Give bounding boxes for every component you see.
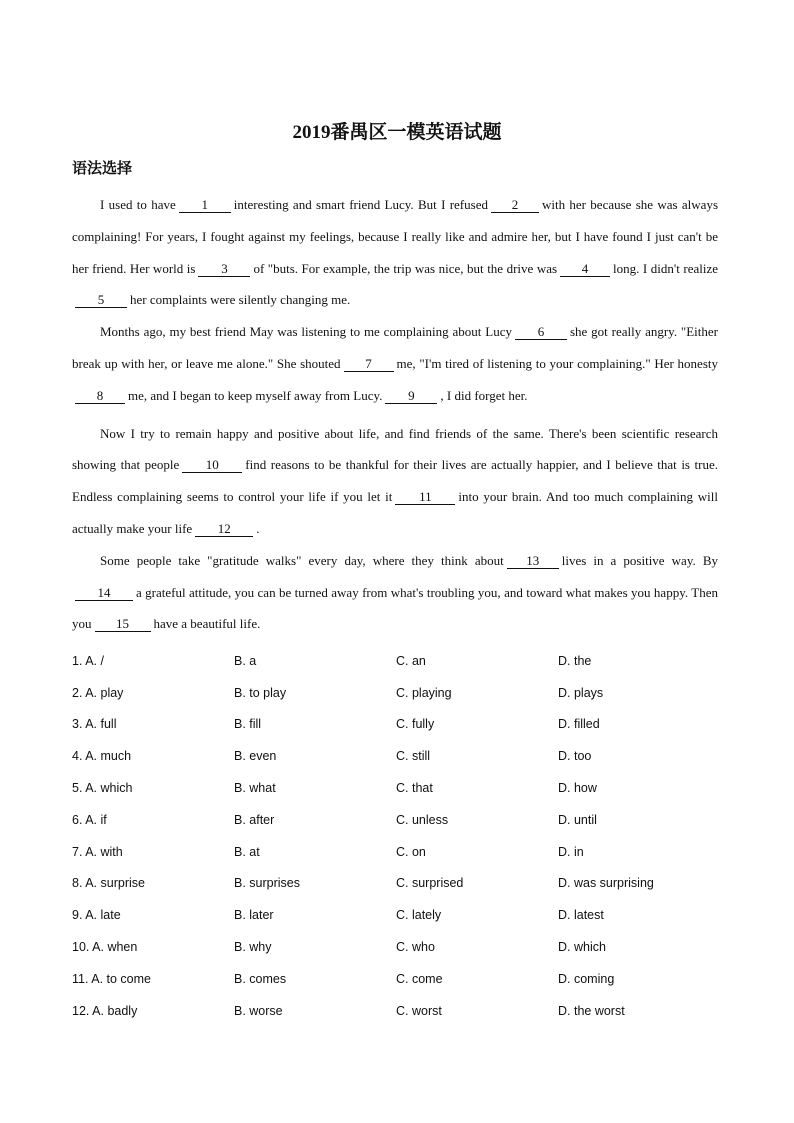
- option-text: D. plays: [558, 685, 604, 700]
- passage-text: have a beautiful life.: [153, 616, 261, 632]
- passage-paragraph: [72, 316, 718, 411]
- blank-11[interactable]: 11: [395, 490, 455, 505]
- blank-13[interactable]: 13: [507, 554, 559, 569]
- passage-text: of "buts. For example, the trip was nice, but the drive was: [253, 260, 558, 276]
- option-c[interactable]: [396, 686, 558, 700]
- option-a[interactable]: [72, 972, 234, 986]
- blank-9[interactable]: 9: [385, 389, 437, 404]
- option-text: B. what: [234, 781, 276, 796]
- question-row: [72, 963, 732, 995]
- option-text: A. which: [85, 781, 133, 796]
- option-d[interactable]: [558, 717, 720, 731]
- option-text: D. coming: [558, 971, 615, 986]
- passage-text: long. I didn't realize: [613, 260, 718, 276]
- option-text: D. how: [558, 781, 597, 796]
- option-d[interactable]: [558, 1004, 720, 1018]
- option-text: C. who: [396, 940, 435, 955]
- option-text: B. why: [234, 940, 272, 955]
- option-text: B. at: [234, 844, 260, 859]
- option-text: D. until: [558, 812, 597, 827]
- option-a[interactable]: [72, 845, 234, 859]
- option-text: A. if: [85, 812, 107, 827]
- option-text: B. comes: [234, 971, 287, 986]
- passage-paragraph: [72, 545, 718, 640]
- option-b[interactable]: [234, 876, 396, 890]
- option-c[interactable]: [396, 749, 558, 763]
- option-text: D. was surprising: [558, 876, 654, 891]
- option-text: D. latest: [558, 908, 604, 923]
- option-text: A. when: [92, 940, 138, 955]
- question-number: 4.: [72, 749, 86, 764]
- option-text: B. fill: [234, 717, 262, 732]
- question-row: [72, 804, 732, 836]
- option-text: C. come: [396, 971, 443, 986]
- option-a[interactable]: [72, 686, 234, 700]
- question-number: 2.: [72, 685, 86, 700]
- option-a[interactable]: [72, 654, 234, 668]
- option-c[interactable]: [396, 654, 558, 668]
- question-row: [72, 709, 732, 741]
- blank-1[interactable]: 1: [179, 198, 231, 213]
- passage: [72, 189, 718, 640]
- passage-text: she got really angry. "Either break up with her, or leave me alone." She shouted: [72, 324, 719, 371]
- option-d[interactable]: [558, 972, 720, 986]
- blank-4[interactable]: 4: [560, 262, 610, 277]
- blank-14[interactable]: 14: [75, 586, 133, 601]
- question-row: [72, 995, 732, 1027]
- question-number: 3.: [72, 717, 86, 732]
- passage-text: me, and I began to keep myself away from Lucy.: [128, 387, 383, 403]
- option-text: A. badly: [92, 1003, 138, 1018]
- question-number: 1.: [72, 653, 86, 668]
- question-row: [72, 899, 732, 931]
- option-d[interactable]: [558, 845, 720, 859]
- option-c[interactable]: [396, 908, 558, 922]
- option-text: D. the: [558, 653, 592, 668]
- passage-text: .: [256, 520, 260, 536]
- option-text: C. on: [396, 844, 426, 859]
- option-text: B. later: [234, 908, 274, 923]
- section-heading: 语法选择: [72, 159, 133, 177]
- option-a[interactable]: [72, 1004, 234, 1018]
- option-text: C. unless: [396, 812, 449, 827]
- option-c[interactable]: [396, 813, 558, 827]
- blank-12[interactable]: 12: [195, 522, 253, 537]
- option-b[interactable]: [234, 813, 396, 827]
- option-b[interactable]: [234, 972, 396, 986]
- option-a[interactable]: [72, 781, 234, 795]
- option-text: A. with: [85, 844, 123, 859]
- option-b[interactable]: [234, 749, 396, 763]
- option-c[interactable]: [396, 781, 558, 795]
- passage-text: , I did forget her.: [440, 387, 528, 403]
- question-number: 8.: [72, 876, 86, 891]
- question-row: [72, 836, 732, 868]
- passage-text: me, "I'm tired of listening to your complaining." Her honesty: [396, 355, 718, 371]
- blank-6[interactable]: 6: [515, 325, 567, 340]
- option-d[interactable]: [558, 908, 720, 922]
- option-c[interactable]: [396, 1004, 558, 1018]
- option-text: A. /: [85, 653, 104, 668]
- option-c[interactable]: [396, 972, 558, 986]
- option-text: A. much: [85, 749, 132, 764]
- blank-15[interactable]: 15: [95, 617, 151, 632]
- option-text: B. surprises: [234, 876, 300, 891]
- option-c[interactable]: [396, 845, 558, 859]
- passage-text: Months ago, my best friend May was listening to me complaining about Lucy: [100, 324, 512, 340]
- option-b[interactable]: [234, 845, 396, 859]
- option-text: A. late: [85, 908, 121, 923]
- option-d[interactable]: [558, 813, 720, 827]
- passage-text: a grateful attitude, you can be turned away from what's troubling you, and toward what makes you happy. Then you: [72, 584, 718, 632]
- passage-text: into your brain. And too much complaining will actually make your life: [72, 489, 718, 536]
- option-text: C. lately: [396, 908, 442, 923]
- option-text: B. to play: [234, 685, 287, 700]
- question-row: [72, 772, 732, 804]
- passage-text: Now I try to remain happy and positive about life, and find friends of the same. There's been scientific research showing that people: [72, 425, 718, 473]
- option-text: B. worse: [234, 1003, 283, 1018]
- option-b[interactable]: [234, 717, 396, 731]
- option-b[interactable]: [234, 908, 396, 922]
- option-b[interactable]: [234, 781, 396, 795]
- option-d[interactable]: [558, 749, 720, 763]
- option-text: D. filled: [558, 717, 600, 732]
- option-text: B. a: [234, 653, 257, 668]
- option-d[interactable]: [558, 781, 720, 795]
- passage-paragraph: [72, 189, 718, 316]
- passage-text: interesting and smart friend Lucy. But I refused: [233, 197, 488, 212]
- option-d[interactable]: [558, 876, 720, 890]
- passage-text: her complaints were silently changing me.: [130, 292, 351, 308]
- page-title: 2019番禺区一模英语试题: [292, 122, 502, 143]
- option-text: D. which: [558, 940, 606, 955]
- question-row: [72, 868, 732, 900]
- question-number: 5.: [72, 781, 86, 796]
- option-text: A. surprise: [85, 876, 145, 891]
- option-text: A. full: [85, 717, 117, 732]
- option-a[interactable]: [72, 749, 234, 763]
- question-row: [72, 931, 732, 963]
- option-text: C. an: [396, 653, 426, 668]
- question-row: [72, 677, 732, 709]
- option-text: C. playing: [396, 685, 452, 700]
- blank-7[interactable]: 7: [344, 357, 394, 372]
- option-text: C. surprised: [396, 876, 464, 891]
- passage-text: I used to have: [100, 197, 176, 212]
- option-d[interactable]: [558, 686, 720, 700]
- blank-3[interactable]: 3: [198, 262, 250, 277]
- option-d[interactable]: [558, 654, 720, 668]
- question-row: [72, 645, 732, 677]
- option-b[interactable]: [234, 686, 396, 700]
- option-b[interactable]: [234, 1004, 396, 1018]
- question-row: [72, 740, 732, 772]
- option-a[interactable]: [72, 908, 234, 922]
- option-text: D. too: [558, 749, 592, 764]
- blank-8[interactable]: 8: [75, 389, 125, 404]
- question-number: 9.: [72, 908, 86, 923]
- option-a[interactable]: [72, 717, 234, 731]
- option-text: D. the worst: [558, 1003, 625, 1018]
- options-list: [72, 645, 732, 1027]
- option-text: A. to come: [91, 971, 151, 986]
- option-b[interactable]: [234, 940, 396, 954]
- option-b[interactable]: [234, 654, 396, 668]
- question-number: 6.: [72, 812, 86, 827]
- option-c[interactable]: [396, 876, 558, 890]
- option-text: A. play: [85, 685, 124, 700]
- question-number: 7.: [72, 844, 86, 859]
- passage-text: Some people take "gratitude walks" every day, where they think about: [100, 552, 504, 568]
- question-number: 12.: [72, 1003, 93, 1018]
- option-text: B. after: [234, 812, 275, 827]
- option-text: B. even: [234, 749, 277, 764]
- option-a[interactable]: [72, 876, 234, 890]
- passage-text: find reasons to be thankful for their lives are actually happier, and I believe that is true. Endless complaining seems to control your life if you let it: [72, 457, 718, 505]
- blank-2[interactable]: 2: [491, 198, 539, 213]
- question-number: 10.: [72, 940, 93, 955]
- passage-paragraph: [72, 418, 718, 545]
- option-a[interactable]: [72, 940, 234, 954]
- option-text: C. that: [396, 781, 433, 796]
- option-a[interactable]: [72, 813, 234, 827]
- passage-text: lives in a positive way. By: [561, 552, 718, 568]
- option-c[interactable]: [396, 940, 558, 954]
- blank-5[interactable]: 5: [75, 293, 127, 308]
- option-d[interactable]: [558, 940, 720, 954]
- option-text: C. worst: [396, 1003, 442, 1018]
- option-text: C. fully: [396, 717, 435, 732]
- option-c[interactable]: [396, 717, 558, 731]
- blank-10[interactable]: 10: [182, 458, 242, 473]
- question-number: 11.: [72, 971, 92, 986]
- passage-text: with her because she was always complaining! For years, I fought against my feelings, because I really like and admire her, but I have found I just can't be her friend. Her world is: [72, 197, 719, 276]
- option-text: C. still: [396, 749, 431, 764]
- option-text: D. in: [558, 844, 584, 859]
